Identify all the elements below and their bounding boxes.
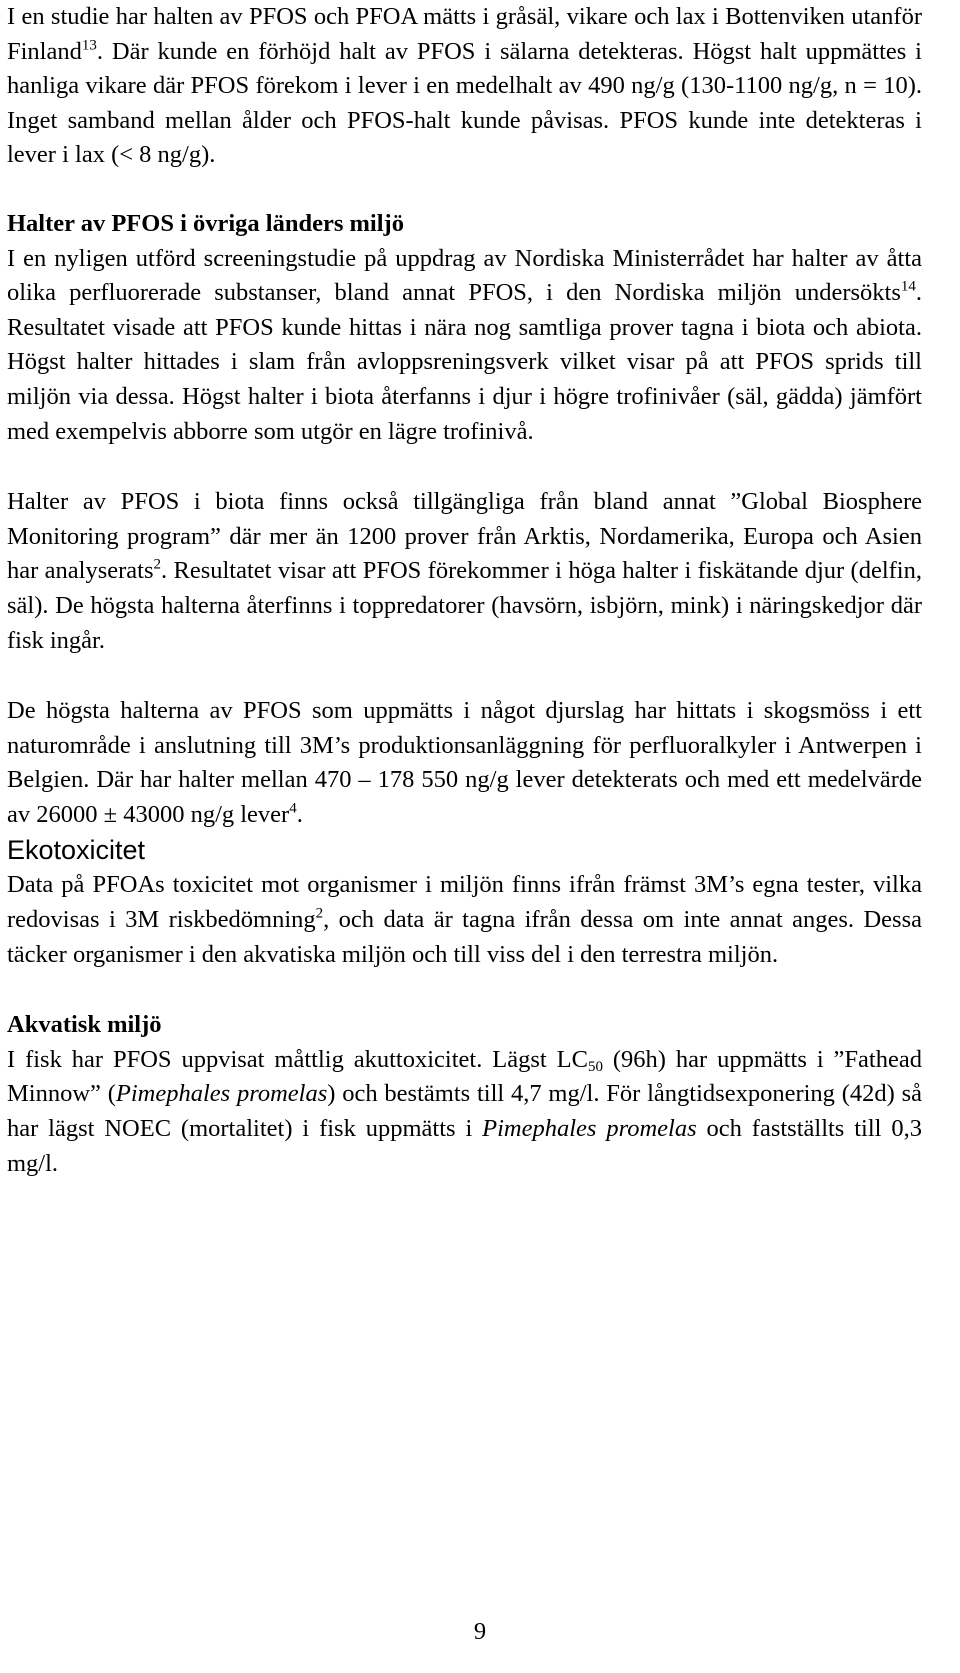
footnote-ref: 13: [81, 36, 97, 53]
text-run: I fisk har PFOS uppvisat måttlig akuttoxicitet. Lägst LC: [7, 1045, 588, 1073]
species-name: Pimephales promelas: [115, 1080, 328, 1108]
section-heading-other-countries: Halter av PFOS i övriga länders miljö: [7, 209, 404, 237]
section-heading-ecotoxicity: Ekotoxicitet: [7, 835, 146, 866]
footnote-ref: 2: [153, 556, 161, 573]
footnote-ref: 14: [900, 278, 916, 295]
page-number: 9: [473, 1618, 487, 1645]
text-run: (96h) har uppmätts i ”Fathead Minnow” (: [7, 1045, 922, 1108]
paragraph-antwerp: [7, 694, 922, 832]
text-run: I en studie har halten av PFOS och PFOA mätts i gråsäl, vikare och lax i Bottenviken utanför Finland: [7, 3, 922, 65]
paragraph-ecotoxicity: [7, 868, 922, 972]
footnote-ref: 4: [289, 800, 297, 817]
text-run: . Resultatet visar att PFOS förekommer i höga halter i fiskätande djur (delfin, säl). De högsta halterna återfinns i toppredatorer (havsörn, isbjörn, mink) i näringskedjor där fisk ingår.: [7, 557, 922, 654]
paragraph-aquatic: [7, 1008, 922, 1181]
text-run: och fastställts till 0,3 mg/l.: [7, 1115, 922, 1177]
text-run: I en nyligen utförd screeningstudie på uppdrag av Nordiska Ministerrådet har halter av åtta olika perfluorerade substanser, bland annat PFOS, i den Nordiska miljön undersökts: [7, 244, 922, 307]
paragraph-other-countries: [7, 207, 922, 449]
paragraph-baltic-study: [7, 0, 922, 173]
paragraph-global-biosphere: [7, 485, 922, 658]
species-name: Pimephales promelas: [482, 1115, 697, 1143]
text-run: Data på PFOAs toxicitet mot organismer i miljön finns ifrån främst 3M’s egna tester, vilka redovisas i 3M riskbedömning: [7, 871, 922, 934]
subscript-50: 50: [587, 1058, 603, 1075]
text-run: De högsta halterna av PFOS som uppmätts i något djurslag har hittats i skogsmöss i ett naturområde i anslutning till 3M’s produktionsanläggning för perfluoralkyler i Antwerpen i Belgien. Där har halter mellan 470 – 178 550 ng/g lever detekterats och med ett medelvärde av 26000 ± 43000 ng/g lever: [7, 697, 922, 828]
text-run: , och data är tagna ifrån dessa om inte annat anges. Dessa täcker organismer i den akvatiska miljön och till viss del i den terrestra miljön.: [7, 906, 922, 968]
text-run: ) och bestämts till 4,7 mg/l. För långtidsexponering (42d) så har lägst NOEC (mortalitet) i fisk uppmätts i: [7, 1080, 922, 1143]
text-run: .: [296, 800, 303, 828]
text-run: . Där kunde en förhöjd halt av PFOS i sälarna detekteras. Högst halt uppmättes i hanliga vikare där PFOS förekom i lever i en medelhalt av 490 ng/g (130-1100 ng/g, n = 10). Inget samband mellan ålder och PFOS-halt kunde påvisas. PFOS kunde inte detekteras i lever i lax (< 8 ng/g).: [7, 37, 922, 169]
text-run: Halter av PFOS i biota finns också tillgängliga från bland annat ”Global Biosphere Monitoring program” där mer än 1200 prover från Arktis, Nordamerika, Europa och Asien har analyserats: [7, 488, 922, 585]
section-heading-aquatic: Akvatisk miljö: [7, 1011, 162, 1039]
text-run: . Resultatet visade att PFOS kunde hittas i nära nog samtliga prover tagna i biota och abiota. Högst halter hittades i slam från avloppsreningsverk vilket visar på att PFOS sprids till miljön via dessa. Högst halter i biota återfanns i djur i högre trofinivåer (säl, gädda) jämfört med exempelvis abborre som utgör en lägre trofinivå.: [7, 279, 922, 445]
footnote-ref: 2: [315, 905, 324, 922]
